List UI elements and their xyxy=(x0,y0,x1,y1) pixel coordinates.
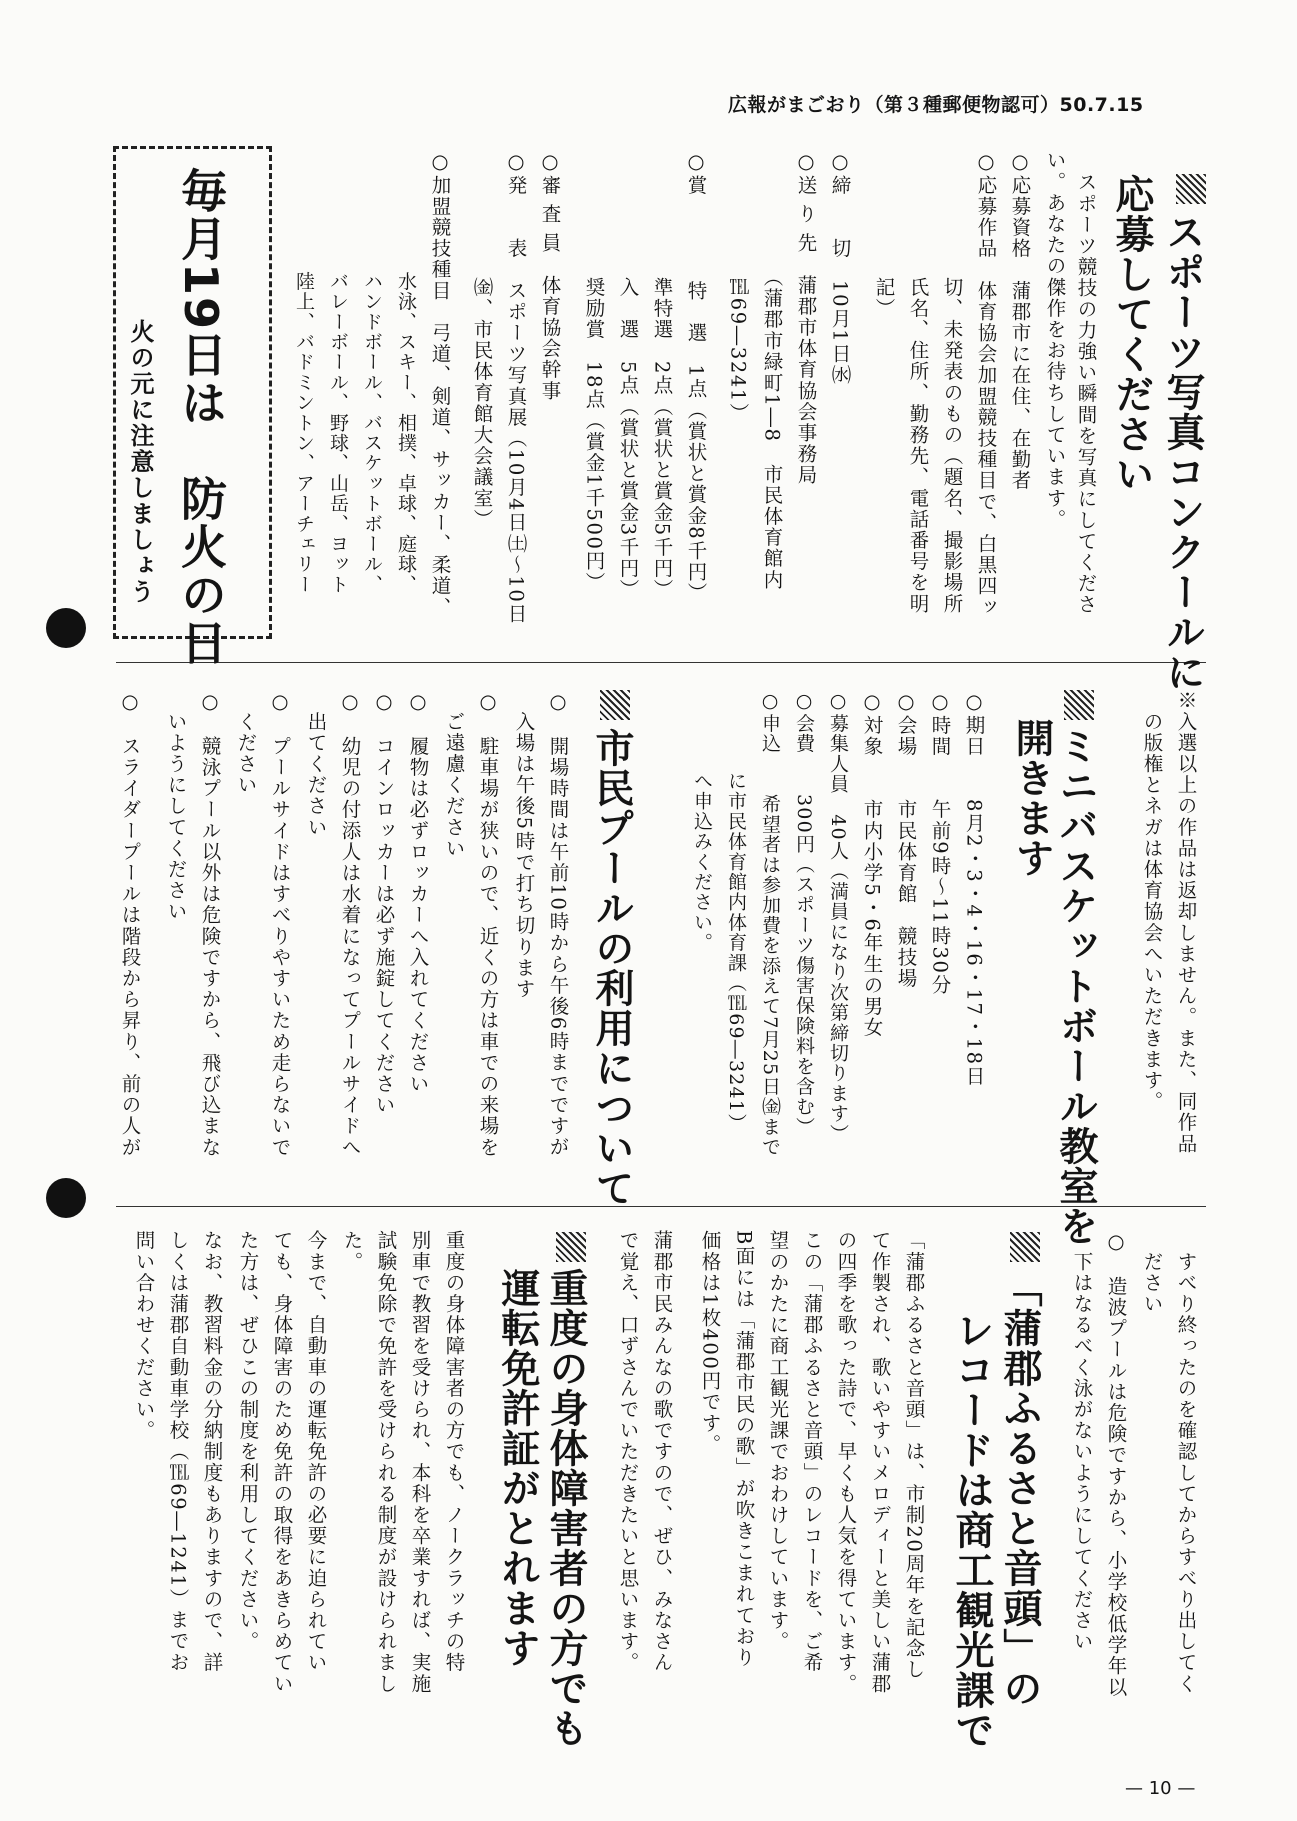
pool-body-line: すべり終ったのを確認してからすべり出してく xyxy=(1174,1230,1198,1695)
pool-body-line: ○ 駐車場が狭いので、近くの方は車での来場を xyxy=(476,690,500,1158)
license-body-line: 重度の身体障害者の方でも、ノークラッチの特 xyxy=(442,1230,466,1674)
basketball-title-line1: ミニバスケットボール教室を xyxy=(1053,726,1098,1246)
pool-body-line: ○ 開場時間は午前10時から午後6時までですが xyxy=(546,690,570,1158)
photo-body-line: ○審 査 員 体育協会幹事 xyxy=(538,150,562,402)
license-body-line: た方は、ぜひこの制度を利用してください。 xyxy=(236,1230,260,1652)
record-body-line: 価格は1枚400円です。 xyxy=(698,1230,722,1455)
photo-body-line: ℡69―3241） xyxy=(726,150,750,424)
basketball-body-line: ○期日 8月2・3・4・16・17・18日 xyxy=(962,690,986,1087)
pool-body-line: ○ 履物は必ずロッカーへ入れてください xyxy=(406,690,430,1095)
license-title-line2: 運転免許証がとれます xyxy=(495,1268,540,1668)
photo-body-line: 陸上、バドミントン、アーチェリー xyxy=(293,150,315,595)
photo-body-line: （蒲郡市緑町1―8 市民体育館内 xyxy=(760,150,784,591)
photo-contest-title-line1: スポーツ写真コンクールに xyxy=(1160,212,1205,692)
photo-body-line: 記） xyxy=(872,150,896,319)
pool-body-line: ○ プールサイドはすべりやすいため走らないで xyxy=(268,690,292,1158)
license-body-line: ても、身体障害のため免許の取得をあきらめてい xyxy=(270,1230,294,1695)
pool-body-line: ださい xyxy=(1140,1230,1164,1315)
pool-body-line: ○ コインロッカーは必ず施錠してください xyxy=(372,690,396,1116)
basketball-body-line: に市民体育館内体育課（℡69―3241） xyxy=(725,690,747,1134)
photo-body-line: ○加盟競技種目 弓道、剣道、サッカー、柔道、 xyxy=(428,150,452,618)
record-title-line1: 「蒲郡ふるさと音頭」の xyxy=(997,1268,1042,1708)
photo-body-line: ㈮、市民体育館大会議室） xyxy=(470,150,494,530)
photo-contest-title-line2: 応募してください xyxy=(1109,174,1154,494)
license-body-line: 今まで、自動車の運転免許の必要に迫られてい xyxy=(304,1230,328,1674)
pool-title: 市民プールの利用について xyxy=(589,728,634,1208)
photo-body-line: ○応募作品 体育協会加盟競技種目で、白黒四ッ xyxy=(974,150,998,618)
page-number: — 10 — xyxy=(1125,1778,1196,1799)
photo-body-line: ○送 り 先 蒲郡市体育協会事務局 xyxy=(794,150,818,486)
binder-hole-top xyxy=(46,608,86,648)
basketball-body-line: ○募集人員 40人（満員になり次第締切ります） xyxy=(827,690,849,1144)
photo-body-line: スポーツ競技の力強い瞬間を写真にしてくださ xyxy=(1074,172,1098,616)
photo-body-line: ハンドボール、バスケットボール、 xyxy=(361,150,383,595)
divider-top xyxy=(116,662,1206,663)
hatch-mark xyxy=(1010,1232,1040,1262)
pool-body-line: 下はなるべく泳がないようにしてください xyxy=(1070,1230,1094,1652)
record-body-line: 望のかたに商工観光課でおわけしています。 xyxy=(766,1230,790,1652)
record-body-line: 蒲郡市民みんなの歌ですので、ぜひ、みなさん xyxy=(650,1230,674,1674)
record-body-line: て作製され、歌いやすいメロディーと美しい蒲郡 xyxy=(868,1230,892,1695)
divider-middle xyxy=(116,1206,1206,1207)
photo-body-line: い。あなたの傑作をお待ちしています。 xyxy=(1043,150,1067,530)
hatch-mark xyxy=(1176,174,1206,204)
license-body-line: 問い合わせください。 xyxy=(132,1230,156,1441)
record-body-line: この「蒲郡ふるさと音頭」のレコードを、ご希 xyxy=(800,1230,824,1674)
pool-body-line: ご遠慮ください xyxy=(442,690,466,859)
pool-body-line: 入場は午後5時で打ち切ります xyxy=(512,690,536,1000)
pool-body-line: ください xyxy=(234,690,258,796)
fire-day-title: 毎月19日は 防火の日 xyxy=(174,167,228,668)
photo-body-line: ○発 表 スポーツ写真展（10月4日㈯〜10日 xyxy=(504,150,528,625)
record-title-line2: レコードは商工観光課で xyxy=(949,1310,994,1750)
basketball-body-line: へ申込みください。 xyxy=(691,690,713,953)
basketball-body-line: ○会場 市民体育館 競技場 xyxy=(894,690,918,989)
license-body-line: 別車で教習を受けられ、本科を卒業すれば、実施 xyxy=(408,1230,432,1695)
basketball-body-line: ○申込 希望者は参加費を添えて7月25日㈮まで xyxy=(759,690,781,1158)
record-body-line: で覚え、口ずさんでいただきたいと思います。 xyxy=(616,1230,640,1674)
photo-body-line: 切、未発表のもの（題名、撮影場所 xyxy=(940,150,964,615)
pool-body-line: ○ 幼児の付添人は水着になってプールサイドへ xyxy=(338,690,362,1158)
pool-body-line: ○ 競泳プール以外は危険ですから、飛び込まな xyxy=(198,690,222,1158)
photo-body-line: 水泳、スキー、相撲、卓球、庭球、 xyxy=(395,150,417,595)
pool-body-line: いようにしてください xyxy=(164,690,188,923)
binder-hole-bottom xyxy=(46,1178,86,1218)
basketball-title-line2: 開きます xyxy=(1009,718,1054,878)
hatch-mark xyxy=(556,1232,586,1262)
record-body-line: B面には「蒲郡市民の歌」が吹きこまれており xyxy=(732,1230,756,1668)
record-body-line: 「蒲郡ふるさと音頭」は、市制20周年を記念し xyxy=(902,1230,926,1681)
license-body-line: しくは蒲郡自動車学校（℡69―1241）までお xyxy=(166,1230,190,1673)
photo-body-line: 準特選 2点（賞状と賞金5千円） xyxy=(650,150,674,601)
basketball-body-line: ○対象 市内小学5・6年生の男女 xyxy=(860,690,884,1039)
license-body-line: なお、教習料金の分納制度もありますので、詳 xyxy=(200,1230,224,1674)
photo-note-line: ※入選以上の作品は返却しません。また、同作品 xyxy=(1174,690,1198,1155)
photo-body-line: ○賞 特 選 1点（賞状と賞金8千円） xyxy=(684,150,708,604)
pool-body-line: 出てください xyxy=(304,690,328,838)
license-body-line: 試験免除で免許を受けられる制度が設けられまし xyxy=(374,1230,398,1695)
basketball-body-line: ○会費 300円（スポーツ傷害保険料を含む） xyxy=(793,690,815,1137)
newsletter-header: 広報がまごおり（第３種郵便物認可）50.7.15 xyxy=(728,94,1144,116)
hatch-mark xyxy=(600,690,630,720)
pool-body-line: ○ 造波プールは危険ですから、小学校低学年以 xyxy=(1104,1230,1128,1698)
fire-day-subtitle: 火の元に注意しましょう xyxy=(126,319,154,605)
photo-body-line: 入 選 5点（賞状と賞金3千円） xyxy=(616,150,640,601)
license-body-line: た。 xyxy=(340,1230,364,1273)
hatch-mark xyxy=(1064,690,1094,720)
photo-body-line: バレーボール、野球、山岳、ヨット xyxy=(327,150,349,595)
photo-body-line: ○応募資格 蒲郡市に在住、在勤者 xyxy=(1008,150,1032,492)
fire-prevention-box xyxy=(113,146,272,668)
basketball-body-line: ○時間 午前9時〜11時30分 xyxy=(928,690,952,996)
photo-note-line: の版権とネガは体育協会へいただきます。 xyxy=(1140,690,1164,1112)
photo-body-line: 奨励賞 18点（賞金1千500円） xyxy=(582,150,606,593)
photo-body-line: ○締 切 10月1日㈬ xyxy=(828,150,852,386)
photo-body-line: 氏名、住所、勤務先、電話番号を明 xyxy=(906,150,930,615)
license-title-line1: 重度の身体障害者の方でも xyxy=(543,1268,588,1748)
record-body-line: の四季を歌った詩で、早くも人気を得ています。 xyxy=(834,1230,858,1695)
pool-body-line: ○ スライダープールは階段から昇り、前の人が xyxy=(118,690,142,1158)
